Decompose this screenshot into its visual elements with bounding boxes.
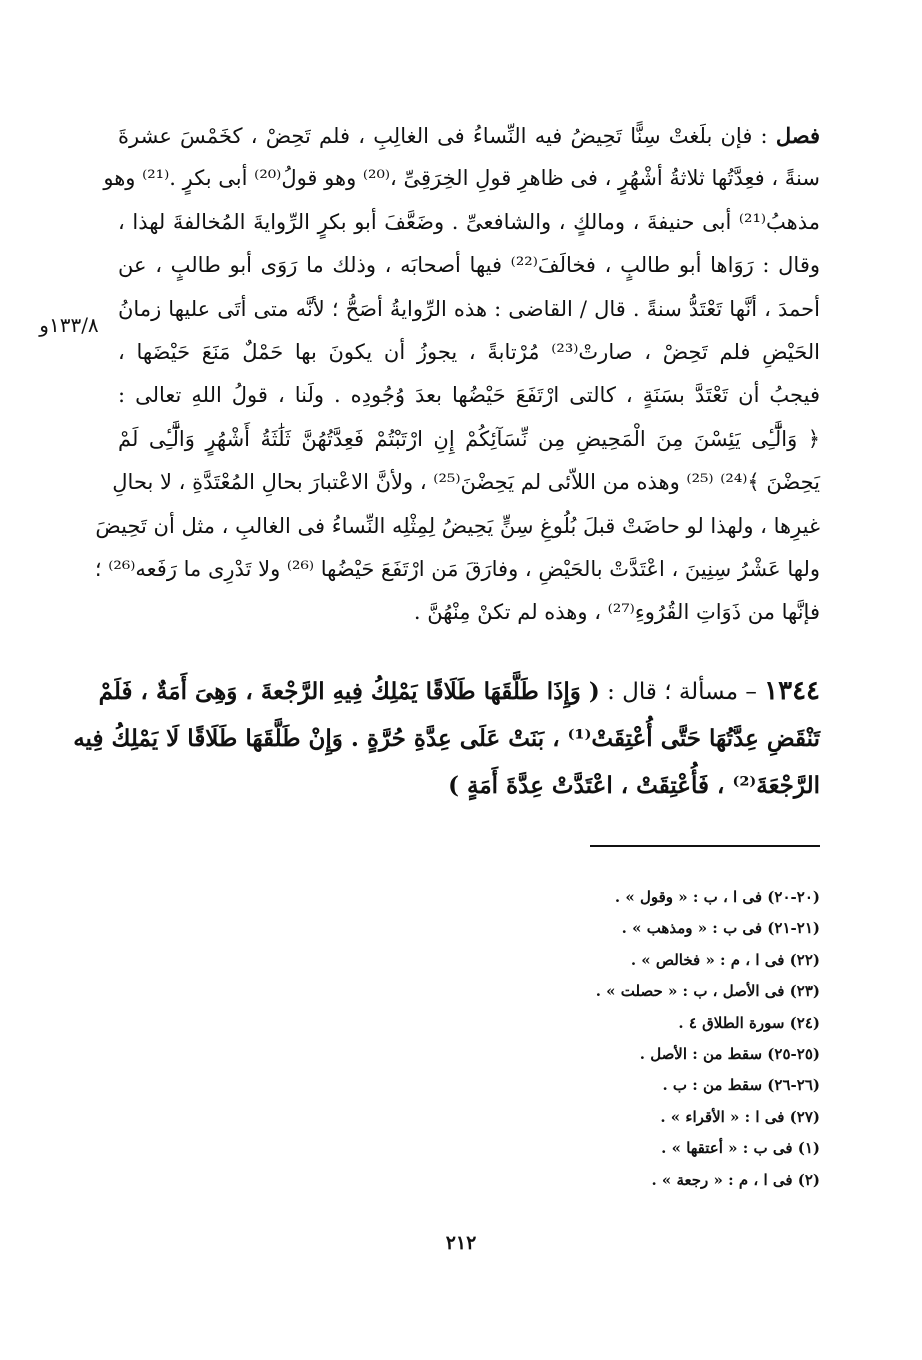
text-line-content: أحمدَ ، أنَّها تَعْتَدُّ سنةً . قال / القاضى : هذه الرِّوايةُ أصَحُّ ؛ لأنَّه متى أتَى عليها زمانُ: [118, 296, 820, 321]
footnote: (٢٧) فى ا : « الأقراء » .: [660, 1107, 820, 1126]
section-heading: فصل: [775, 123, 820, 148]
text-line: [118, 288, 820, 331]
footnote-separator: [590, 845, 820, 847]
text-line-content: سنةً ، فعِدَّتُها ثلاثةُ أشْهُرٍ ، فى ظاهرِ قولِ الخِرَقِىِّ ،⁽²⁰⁾ وهو قولُ⁽²⁰⁾ أبى بكرٍ .⁽²¹⁾ وهو: [103, 166, 820, 191]
text-line: [118, 114, 820, 157]
footnote: (٢٦-٢٦) سقط من : ب .: [662, 1076, 820, 1095]
masala-line: تَنْقَضِ عِدَّتُهَا حَتَّى أُعْتِقَتْ⁽¹⁾ ، بَنَتْ عَلَى عِدَّةِ حُرَّةٍ . وَإِنْ طَلَّقَهَا طَلَاقًا لَا يَمْلِكُ فِيه: [73, 725, 820, 752]
text-line: [94, 548, 820, 591]
text-line: [118, 374, 820, 417]
text-line: [118, 591, 820, 634]
footnote: (٢١-٢١) فى ب : « ومذهب » .: [621, 919, 820, 938]
footnote: (٢٠-٢٠) فى ا ، ب : « وقول » .: [614, 888, 820, 906]
text-line: [112, 461, 820, 504]
masala-block: [73, 668, 820, 809]
main-text-block: [94, 114, 821, 635]
footnote: (٢٢) فى ا ، م : « فخالص » .: [630, 950, 820, 969]
footnotes-block: [400, 882, 820, 1196]
text-line-content: فإنَّها من ذَوَاتِ القُرُوءِ⁽²⁷⁾ ، وهذه لم تكنْ مِنْهُنَّ .: [413, 600, 820, 625]
footnote: (٢٤) سورة الطلاق ٤ .: [678, 1013, 820, 1032]
footnote: (١) فى ب : « أعتقها » .: [661, 1139, 820, 1158]
text-line-content: وقال : رَوَاها أبو طالبٍ ، فخالَفَ⁽²²⁾ فيها أصحابَه ، وذلك ما رَوَى أبو طالبٍ ، عن: [118, 253, 820, 278]
text-line: [103, 157, 820, 200]
text-line: [118, 244, 820, 287]
masala-line: الرَّجْعَةَ⁽²⁾ ، فَأُعْتِقَتْ ، اعْتَدَّتْ عِدَّةَ أَمَةٍ ): [448, 772, 820, 799]
text-line-content: ولها عَشْرُ سِنِينَ ، اعْتَدَّتْ بالحَيْضِ ، وفارَقَ مَن ارْتَفَعَ حَيْضُها ⁽²⁶⁾ ولا تَدْرِى ما رَفَعه⁽²⁶⁾ ؛: [94, 556, 820, 581]
masala-line-text: ( وَإِذَا طَلَّقَهَا طَلَاقًا يَمْلِكُ فِيهِ الرَّجْعةَ ، وَهِىَ أَمَةٌ ، فَلَمْ: [98, 678, 600, 705]
masala-number: ١٣٤٤: [764, 676, 820, 706]
text-line-content: مذهبُ⁽²¹⁾ أبى حنيفةَ ، ومالكٍ ، والشافعىِّ . وضَعَّفَ أبو بكرٍ الرِّوايةَ المُخالفةَ لهذا ،: [118, 209, 820, 234]
text-line-content: الحَيْضِ فلم تَحِضْ ، صارتْ⁽²³⁾ مُرْتابةً ، يجوزُ أن يكونَ بها حَمْلٌ مَنَعَ حَيْضَها ،: [118, 339, 821, 364]
margin-folio-reference: ١٣٣/٨و: [39, 313, 99, 337]
text-line: [118, 418, 820, 461]
masala-prefix: – مسألة ؛ قال :: [599, 679, 765, 705]
text-line: [118, 331, 820, 374]
footnote: (٢٣) فى الأصل ، ب : « حصلت » .: [595, 982, 820, 1001]
text-line-content: فيجبُ أن تَعْتَدَّ بسَنَةٍ ، كالتى ارْتَفَعَ حَيْضُها بعدَ وُجُودِه . ولَنا ، قولُ اللهِ تعالى :: [118, 383, 820, 408]
text-line-content: : فإن بلَغتْ سِنًّا تَحِيضُ فيه النِّساءُ فى الغالِبِ ، فلم تَحِضْ ، كخَمْسَ عشرةَ: [118, 124, 776, 148]
text-line-content: ﴿ وَالَّٰٓـِٔى يَئِسْنَ مِنَ الْمَحِيضِ مِن نِّسَآئِكُمْ إِنِ ارْتَبْتُمْ فَعِدَّتُهُنَّ ثَلَٰثَةُ أَشْهُرٍ وَالَّٰٓـِٔى لَمْ: [118, 426, 820, 451]
text-line-content: يَحِضْنَ ﴾⁽²⁴⁾ ⁽²⁵⁾ وهذه من اللاّئى لم يَحِضْنَ⁽²⁵⁾ ، ولأنَّ الاعْتبارَ بحالِ المُعْتَدَّةِ ، لا بحالِ: [112, 470, 820, 495]
page-number: ٢١٢: [445, 1232, 477, 1254]
masala-line: [98, 668, 820, 715]
footnote: (٢٥-٢٥) سقط من : الأصل .: [639, 1044, 820, 1063]
text-line: [95, 505, 820, 548]
footnote: (٢) فى ا ، م : « رجعة » .: [651, 1170, 820, 1189]
text-line: [118, 201, 820, 244]
text-line-content: غيرِها ، ولهذا لو حاضَتْ قبلَ بُلُوغِ سِنٍّ يَحِيضُ لِمِثْلِه النِّساءُ فى الغالبِ ، مثل أن تَحِيضَ: [95, 513, 820, 538]
